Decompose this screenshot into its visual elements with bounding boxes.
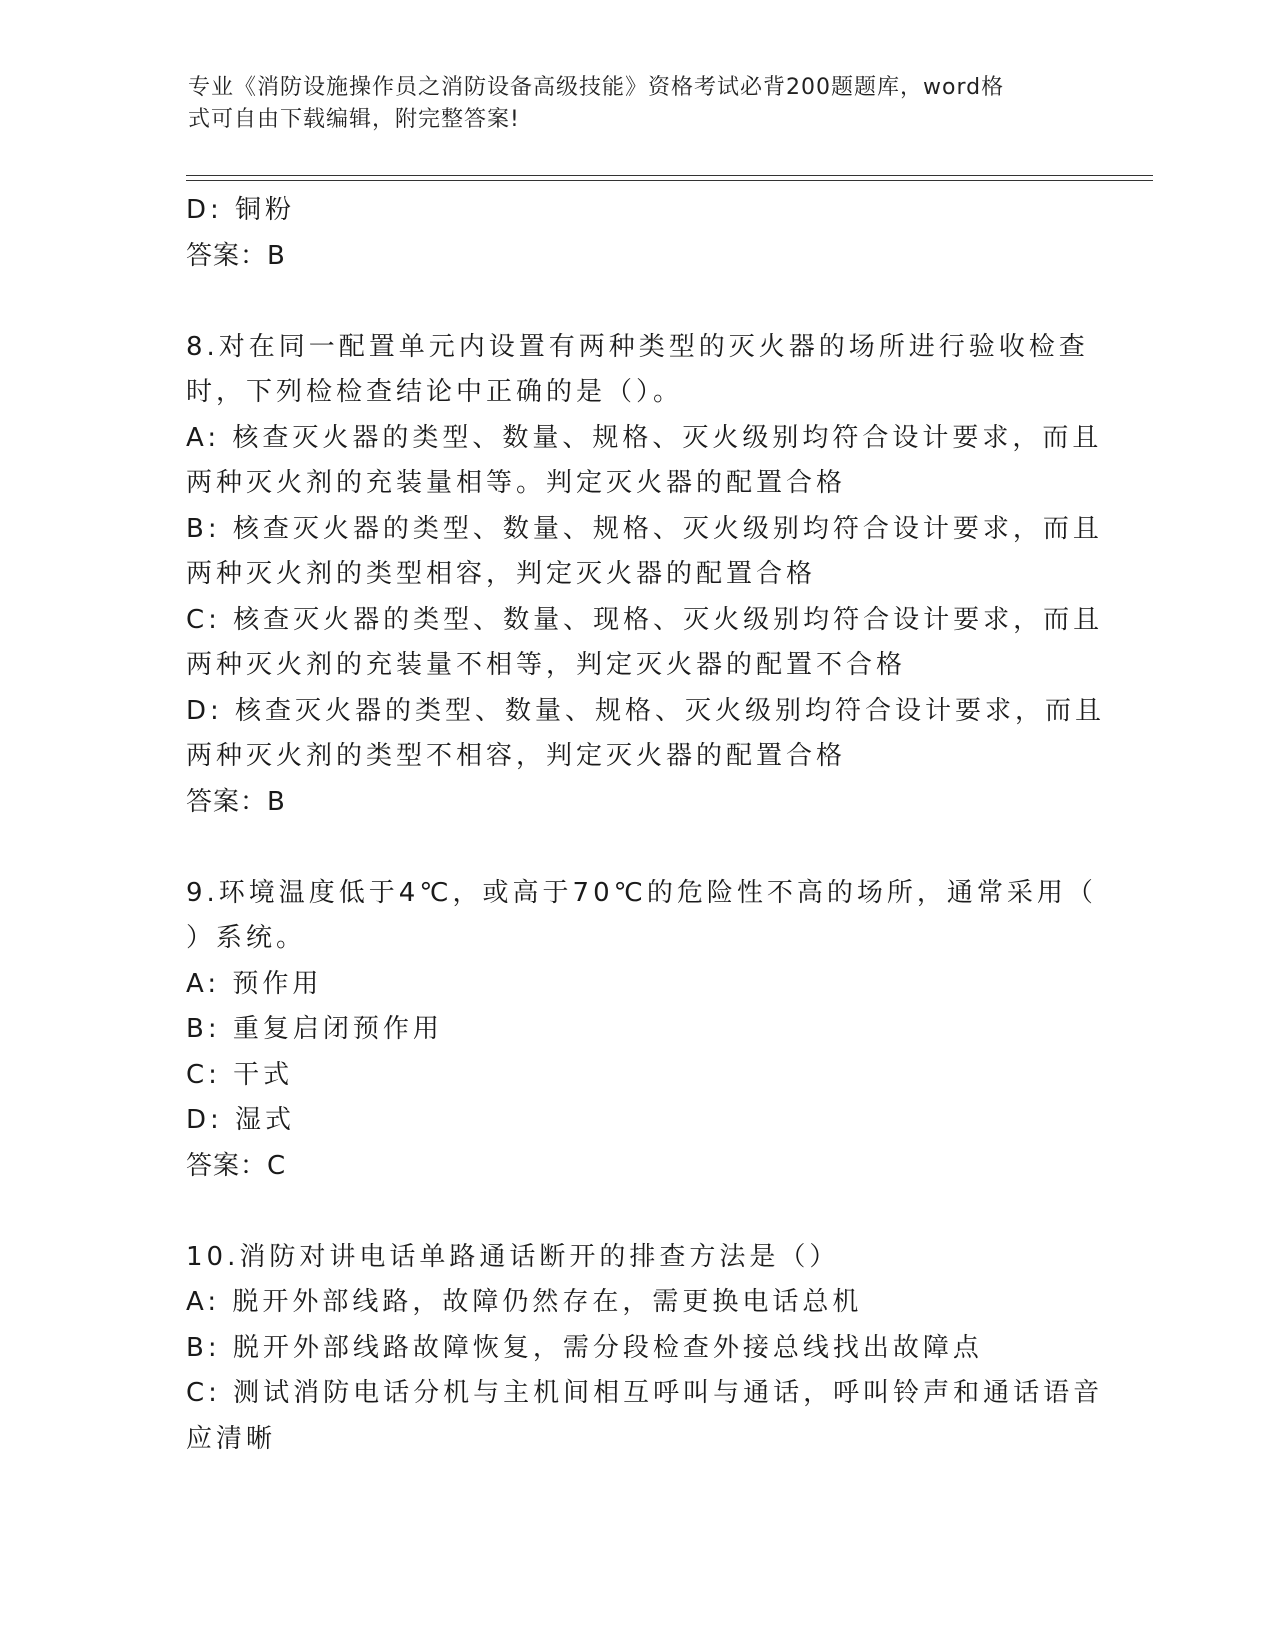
question-stem: 9.环境温度低于4℃，或高于70℃的危险性不高的场所，通常采用（: [186, 877, 1097, 908]
answer-line: 答案：C: [186, 1150, 287, 1181]
answer-line: 答案：B: [186, 240, 286, 271]
option-a: A: 脱开外部线路，故障仍然存在，需更换电话总机: [186, 1287, 863, 1317]
option-b: B: 核查灭火器的类型、数量、规格、灭火级别均符合设计要求，而且: [186, 513, 1103, 544]
question-list: [186, 188, 1106, 1462]
option-c: C: 干式: [186, 1059, 294, 1090]
question-10: [186, 1235, 1104, 1463]
option-b: B: 重复启闭预作用: [186, 1014, 443, 1044]
question-stem: 10.消防对讲电话单路通话断开的排查方法是（）: [186, 1241, 840, 1272]
header-line-2: 式可自由下载编辑，附完整答案!: [188, 107, 520, 132]
option-b: B: 脱开外部线路故障恢复，需分段检查外接总线找出故障点: [186, 1332, 983, 1363]
option-d: D: 核查灭火器的类型、数量、规格、灭火级别均符合设计要求，而且: [186, 695, 1106, 726]
header-divider-top: [186, 175, 1153, 176]
option-c: C: 测试消防电话分机与主机间相互呼叫与通话，呼叫铃声和通话语音: [186, 1378, 1104, 1408]
option-a: A: 核查灭火器的类型、数量、规格、灭火级别均符合设计要求，而且: [186, 422, 1103, 453]
option-d: D: 铜粉: [186, 195, 296, 225]
spacer: [186, 1189, 1086, 1235]
question-9: [186, 871, 1097, 1190]
option-c: C: 核查灭火器的类型、数量、现格、灭火级别均符合设计要求，而且: [186, 604, 1104, 635]
question-stem-cont: 时，下列检检查结论中正确的是（）。: [186, 377, 684, 407]
spacer: [186, 825, 1086, 871]
option-d-cont: 两种灭火剂的类型不相容，判定灭火器的配置合格: [186, 741, 847, 771]
spacer: [186, 279, 1086, 325]
header-divider-bottom: [186, 180, 1153, 181]
option-a-cont: 两种灭火剂的充装量相等。判定灭火器的配置合格: [186, 468, 847, 498]
document-header: [188, 72, 1068, 136]
option-d: D: 湿式: [186, 1105, 296, 1135]
prev-question-tail: [186, 188, 1086, 279]
question-stem: 8.对在同一配置单元内设置有两种类型的灭火器的场所进行验收检查: [186, 331, 1089, 362]
option-a: A: 预作用: [186, 968, 323, 999]
question-8: [186, 325, 1106, 826]
question-stem-cont: ）系统。: [186, 923, 307, 953]
option-c-cont: 应清晰: [186, 1423, 277, 1454]
header-line-1: 专业《消防设施操作员之消防设备高级技能》资格考试必背200题题库，word格: [188, 75, 1005, 100]
answer-line: 答案：B: [186, 786, 286, 817]
option-b-cont: 两种灭火剂的类型相容，判定灭火器的配置合格: [186, 559, 817, 589]
option-c-cont: 两种灭火剂的充装量不相等，判定灭火器的配置不合格: [186, 650, 907, 680]
